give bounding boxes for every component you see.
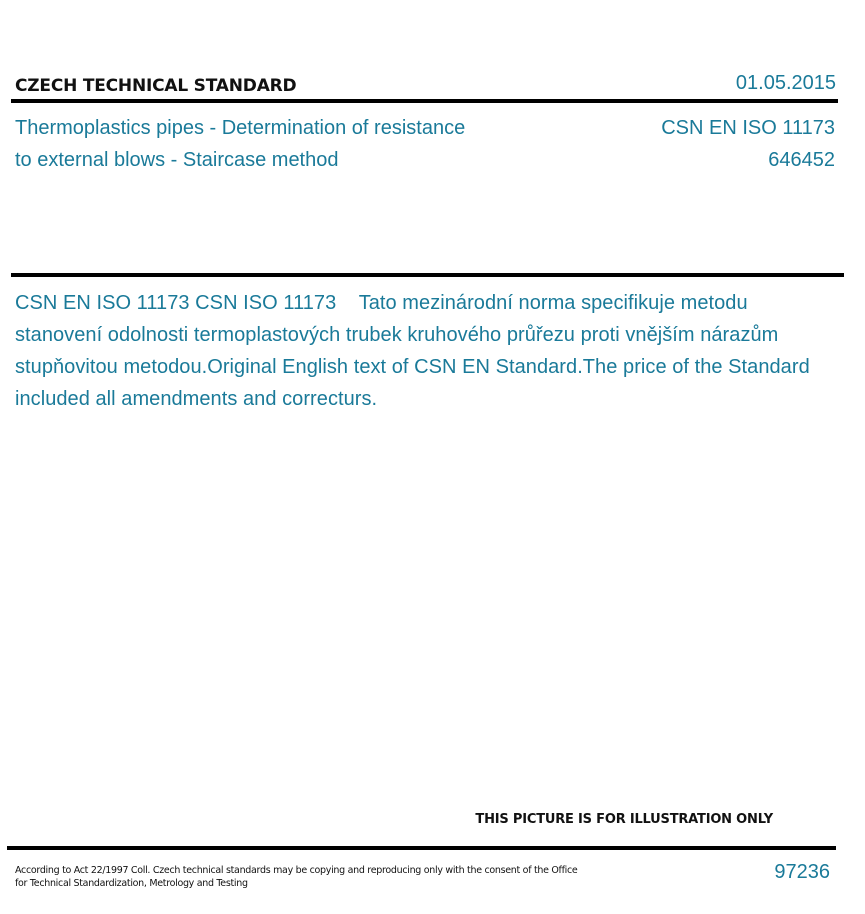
- footer-number: 97236: [774, 861, 830, 883]
- title-divider: [11, 273, 844, 277]
- document-title-line-1: Thermoplastics pipes - Determination of resistance: [15, 117, 466, 139]
- header-divider: [11, 99, 838, 103]
- legal-notice: [15, 864, 585, 890]
- legal-notice-line-2: for Technical Standardization, Metrology and Testing: [15, 878, 248, 889]
- standard-type-label: CZECH TECHNICAL STANDARD: [15, 76, 297, 96]
- catalog-number: 646452: [768, 149, 835, 171]
- standard-code: CSN EN ISO 11173: [661, 117, 835, 139]
- footer-divider: [7, 846, 836, 850]
- standard-description: CSN EN ISO 11173 CSN ISO 11173 Tato mezinárodní norma specifikuje metodu stanovení odolnosti termoplastových trubek kruhového průřezu proti vnějším nárazům stupňovitou metodou.Original English text of CSN EN Standard.The price of the Standard included all amendments and correcturs.: [15, 292, 810, 410]
- publication-date: 01.05.2015: [735, 72, 836, 94]
- legal-notice-line-1: According to Act 22/1997 Coll. Czech technical standards may be copying and reproducing only with the consent of the Office: [15, 865, 578, 876]
- illustration-disclaimer: THIS PICTURE IS FOR ILLUSTRATION ONLY: [475, 812, 773, 827]
- document-title-line-2: to external blows - Staircase method: [15, 149, 339, 171]
